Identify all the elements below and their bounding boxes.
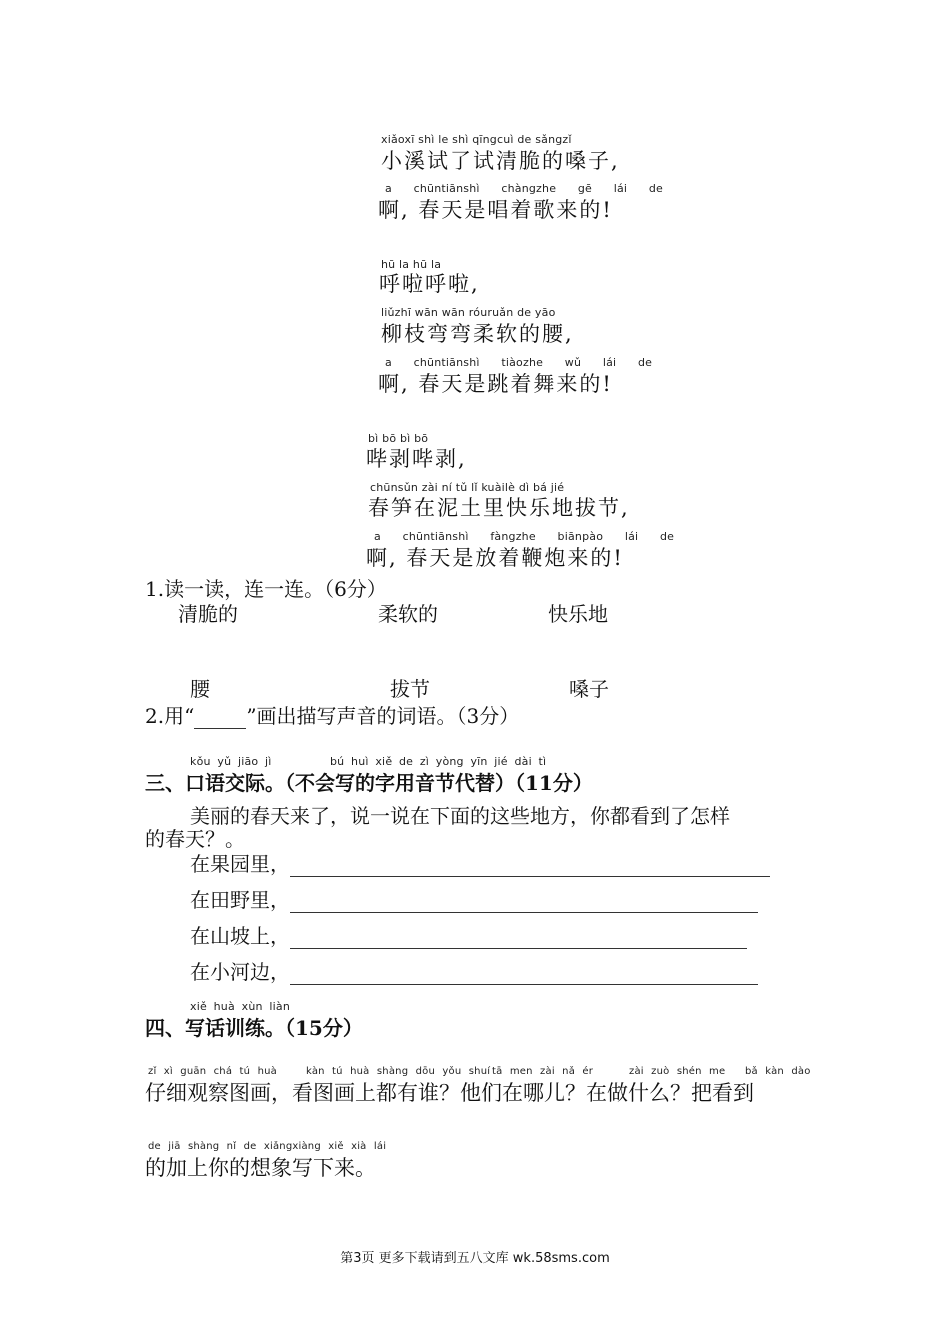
match-word-bottom: 腰 xyxy=(190,677,210,701)
answer-line[interactable] xyxy=(290,930,747,949)
poem-line: 啊, 春天是放着鞭炮来的! xyxy=(366,546,624,570)
question-2 xyxy=(145,700,519,729)
poem-line: 小溪试了试清脆的嗓子, xyxy=(381,149,620,173)
poem-line: 啊, 春天是唱着歌来的! xyxy=(378,198,613,222)
pinyin-line: kàn tú huà shàng dōu yǒu shuí xyxy=(306,1066,491,1077)
match-word-top: 柔软的 xyxy=(378,602,438,626)
section-4-instruction-cont: 的加上你的想象写下来。 xyxy=(145,1156,376,1180)
pinyin-line: chūnsǔn zài ní tǔ lǐ kuàilè dì bá jié xyxy=(370,481,565,494)
pinyin-line: zài zuò shén me xyxy=(629,1066,726,1077)
question-2-text-end: ”画出描写声音的词语。（3分） xyxy=(246,704,520,728)
section-4-instruction: 仔细观察图画，看图画上都有谁？他们在哪儿？在做什么？把看到 xyxy=(145,1081,754,1105)
pinyin-line: liǔzhī wān wān róuruǎn de yāo xyxy=(381,306,556,319)
section-4-title: 四、写话训练。（15分） xyxy=(145,1016,363,1040)
page-footer: 第3页 更多下载请到五八文库 wk.58sms.com xyxy=(340,1251,610,1266)
poem-line: 呼啦呼啦, xyxy=(379,272,480,296)
poem-line: 哔剥哔剥, xyxy=(366,447,467,471)
answer-line[interactable] xyxy=(290,966,758,985)
poem-line: 春笋在泥土里快乐地拔节, xyxy=(368,496,630,520)
answer-row xyxy=(190,956,758,985)
pinyin-line: hū la hū la xyxy=(381,258,442,271)
pinyin-line: zǐ xì guān chá tú huà xyxy=(148,1066,277,1077)
answer-label: 在田野里， xyxy=(190,888,290,912)
pinyin-line: bì bō bì bō xyxy=(368,432,429,445)
pinyin-line: a chūntiānshì chàngzhe gē lái de xyxy=(385,182,664,195)
poem-line: 柳枝弯弯柔软的腰, xyxy=(381,322,574,346)
pinyin-line: bǎ kàn dào xyxy=(745,1066,811,1077)
match-word-bottom: 嗓子 xyxy=(569,677,609,701)
match-word-top: 清脆的 xyxy=(178,602,238,626)
answer-line[interactable] xyxy=(290,894,758,913)
answer-label: 在果园里， xyxy=(190,852,290,876)
pinyin-line: a chūntiānshì fàngzhe biānpào lái de xyxy=(374,530,675,543)
section-3-prompt-cont: 的春天？。 xyxy=(145,827,245,851)
pinyin-line: tā men zài nǎ ér xyxy=(492,1066,594,1077)
answer-label: 在小河边， xyxy=(190,960,290,984)
section-3-prompt: 美丽的春天来了，说一说在下面的这些地方，你都看到了怎样 xyxy=(190,804,730,828)
section-4-pinyin: xiě huà xùn liàn xyxy=(190,1000,290,1013)
question-1-title: 1.读一读，连一连。（6分） xyxy=(145,577,387,601)
question-2-text-start: 2.用“ xyxy=(145,704,195,728)
answer-label: 在山坡上， xyxy=(190,924,290,948)
pinyin-line: xiǎoxī shì le shì qīngcuì de sǎngzǐ xyxy=(381,133,572,146)
answer-row xyxy=(190,884,758,913)
section-3-pinyin-a: kǒu yǔ jiāo jì xyxy=(190,755,272,768)
section-3-pinyin-b: bú huì xiě de zì yòng yīn jié dài tì xyxy=(330,755,547,768)
pinyin-line: de jiā shàng nǐ de xiǎngxiàng xiě xià lái xyxy=(148,1141,387,1152)
answer-line[interactable] xyxy=(290,858,770,877)
pinyin-line: a chūntiānshì tiàozhe wǔ lái de xyxy=(385,356,653,369)
match-word-bottom: 拔节 xyxy=(390,677,430,701)
match-word-top: 快乐地 xyxy=(548,602,608,626)
underline-sample xyxy=(194,712,246,729)
section-3-title: 三、口语交际。（不会写的字用音节代替）（11分） xyxy=(145,771,593,795)
answer-row xyxy=(190,920,747,949)
poem-line: 啊, 春天是跳着舞来的! xyxy=(378,372,613,396)
answer-row xyxy=(190,848,770,877)
